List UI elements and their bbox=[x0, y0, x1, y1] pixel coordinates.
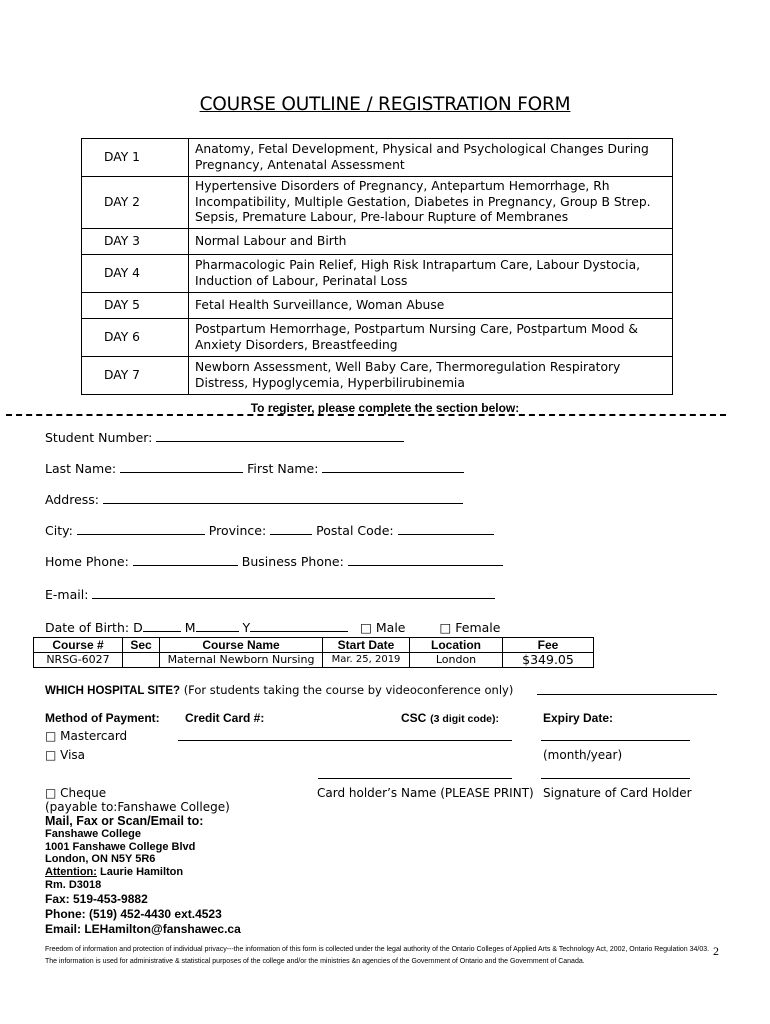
mailing-address bbox=[45, 828, 241, 937]
visa-checkbox[interactable]: □ Visa bbox=[45, 748, 86, 762]
fax-line: Fax: 519-453-9882 bbox=[45, 891, 148, 906]
email-contact-line: Email: LEHamilton@fanshawec.ca bbox=[45, 921, 241, 936]
col-start-date: Start Date bbox=[323, 638, 410, 653]
day-row bbox=[82, 319, 673, 357]
credit-card-number-field[interactable] bbox=[178, 740, 512, 741]
csc-line bbox=[401, 711, 499, 725]
dob-year-field[interactable] bbox=[250, 620, 348, 632]
location: London bbox=[410, 653, 503, 668]
payment-method-label: Method of Payment: bbox=[45, 711, 160, 725]
day-row bbox=[82, 357, 673, 395]
attention-name: Laurie Hamilton bbox=[100, 866, 184, 879]
day-topics: Pharmacologic Pain Relief, High Risk Intrapartum Care, Labour Dystocia, Induction of Labour, Perinatal Loss bbox=[189, 255, 673, 293]
email-line bbox=[45, 587, 495, 602]
attention-label: Attention: bbox=[45, 866, 97, 879]
attention-line bbox=[45, 866, 241, 879]
col-course-number: Course # bbox=[34, 638, 123, 653]
expiry-date-field[interactable] bbox=[541, 740, 690, 741]
address-line-3: London, ON N5Y 5R6 bbox=[45, 853, 156, 866]
day-row bbox=[82, 177, 673, 229]
course-number: NRSG-6027 bbox=[34, 653, 123, 668]
student-number-field[interactable] bbox=[156, 430, 404, 442]
phone-line: Phone: (519) 452-4430 ext.4523 bbox=[45, 906, 222, 921]
day-label: DAY 2 bbox=[82, 177, 189, 229]
course-table-header bbox=[34, 638, 594, 653]
first-name-label: First Name: bbox=[247, 461, 319, 476]
male-checkbox[interactable]: □ Male bbox=[360, 620, 406, 635]
col-course-name: Course Name bbox=[160, 638, 323, 653]
course-outline-table bbox=[81, 138, 673, 395]
day-label: DAY 7 bbox=[82, 357, 189, 395]
hospital-site-label: WHICH HOSPITAL SITE? bbox=[45, 685, 181, 697]
col-fee: Fee bbox=[503, 638, 594, 653]
day-row bbox=[82, 255, 673, 293]
city-line bbox=[45, 523, 494, 538]
dob-line bbox=[45, 620, 500, 635]
card-holder-signature-field[interactable] bbox=[541, 778, 690, 779]
hospital-site-field[interactable] bbox=[537, 694, 717, 695]
business-phone-label: Business Phone: bbox=[241, 554, 344, 569]
hospital-site-line bbox=[45, 683, 513, 697]
province-field[interactable] bbox=[270, 523, 312, 535]
day-label: DAY 1 bbox=[82, 139, 189, 177]
privacy-footer: Freedom of information and protection of individual privacy---the information of this form is collected under the legal authority of the Ontario Colleges of Applied Arts & Technology Act, 2002, Ontario Regulation 34/03. The information is used for administrative & statistical purposes of the college and/or the ministries &n agencies of the Government of Ontario and the Government of Canada. bbox=[45, 946, 710, 965]
section[interactable] bbox=[123, 653, 160, 668]
city-label: City: bbox=[45, 523, 73, 538]
city-field[interactable] bbox=[77, 523, 205, 535]
dob-day-label: D bbox=[133, 620, 143, 635]
col-location: Location bbox=[410, 638, 503, 653]
dob-label: Date of Birth: bbox=[45, 620, 130, 635]
cheque-checkbox[interactable]: □ Cheque bbox=[45, 786, 107, 800]
expiry-date-label: Expiry Date: bbox=[543, 711, 614, 725]
month-year-hint: (month/year) bbox=[543, 748, 623, 762]
address-field[interactable] bbox=[103, 492, 463, 504]
day-label: DAY 6 bbox=[82, 319, 189, 357]
last-name-label: Last Name: bbox=[45, 461, 117, 476]
name-line bbox=[45, 461, 464, 476]
csc-note: (3 digit code): bbox=[430, 713, 500, 725]
col-section: Sec bbox=[123, 638, 160, 653]
address-line-1: Fanshawe College bbox=[45, 828, 141, 840]
dob-year-label: Y bbox=[242, 620, 251, 635]
address-label: Address: bbox=[45, 492, 99, 507]
cut-line-divider bbox=[6, 414, 726, 416]
day-row bbox=[82, 229, 673, 255]
day-label: DAY 4 bbox=[82, 255, 189, 293]
register-note: To register, please complete the section below: bbox=[250, 401, 520, 415]
day-row bbox=[82, 139, 673, 177]
dob-month-field[interactable] bbox=[196, 620, 239, 632]
card-holder-name-field[interactable] bbox=[318, 778, 512, 779]
dob-day-field[interactable] bbox=[143, 620, 181, 632]
day-topics: Newborn Assessment, Well Baby Care, Thermoregulation Respiratory Distress, Hypoglycemia, Hyperbilirubinemia bbox=[189, 357, 673, 395]
day-label: DAY 3 bbox=[82, 229, 189, 255]
first-name-field[interactable] bbox=[322, 461, 464, 473]
course-table bbox=[33, 637, 594, 668]
dob-month-label: M bbox=[184, 620, 196, 635]
start-date: Mar. 25, 2019 bbox=[323, 653, 410, 668]
postal-code-field[interactable] bbox=[398, 523, 494, 535]
email-label: E-mail: bbox=[45, 587, 89, 602]
card-holder-name-label: Card holder’s Name (PLEASE PRINT) bbox=[317, 786, 534, 800]
address-line bbox=[45, 492, 463, 507]
page-number: 2 bbox=[713, 944, 719, 958]
course-row bbox=[34, 653, 594, 668]
fee: $349.05 bbox=[503, 653, 594, 668]
credit-card-label: Credit Card #: bbox=[185, 711, 265, 725]
day-topics: Fetal Health Surveillance, Woman Abuse bbox=[189, 293, 673, 319]
mail-heading: Mail, Fax or Scan/Email to: bbox=[45, 814, 204, 828]
postal-code-label: Postal Code: bbox=[316, 523, 394, 538]
email-field[interactable] bbox=[92, 587, 495, 599]
business-phone-field[interactable] bbox=[348, 554, 503, 566]
day-topics: Anatomy, Fetal Development, Physical and Psychological Changes During Pregnancy, Antenatal Assessment bbox=[189, 139, 673, 177]
csc-label: CSC bbox=[401, 711, 427, 725]
home-phone-label: Home Phone: bbox=[45, 554, 129, 569]
female-checkbox[interactable]: □ Female bbox=[439, 620, 501, 635]
course-name: Maternal Newborn Nursing bbox=[160, 653, 323, 668]
day-topics: Normal Labour and Birth bbox=[189, 229, 673, 255]
last-name-field[interactable] bbox=[120, 461, 243, 473]
address-line-2: 1001 Fanshawe College Blvd bbox=[45, 840, 196, 853]
room-line: Rm. D3018 bbox=[45, 878, 102, 891]
phone-line bbox=[45, 554, 503, 569]
day-row bbox=[82, 293, 673, 319]
signature-label: Signature of Card Holder bbox=[543, 786, 692, 800]
day-label: DAY 5 bbox=[82, 293, 189, 319]
day-topics: Postpartum Hemorrhage, Postpartum Nursing Care, Postpartum Mood & Anxiety Disorders, Breastfeeding bbox=[189, 319, 673, 357]
student-number-label: Student Number: bbox=[45, 430, 153, 445]
home-phone-field[interactable] bbox=[133, 554, 238, 566]
payable-note: (payable to:Fanshawe College) bbox=[45, 800, 230, 814]
hospital-site-note: (For students taking the course by videoconference only) bbox=[183, 683, 514, 697]
student-number-line bbox=[45, 430, 404, 445]
province-label: Province: bbox=[208, 523, 267, 538]
day-topics: Hypertensive Disorders of Pregnancy, Antepartum Hemorrhage, Rh Incompatibility, Multiple Gestation, Diabetes in Pregnancy, Group B Strep. Sepsis, Premature Labour, Pre-labour Rupture of Membranes bbox=[189, 177, 673, 229]
mastercard-checkbox[interactable]: □ Mastercard bbox=[45, 729, 128, 743]
page-title: COURSE OUTLINE / REGISTRATION FORM bbox=[199, 94, 571, 115]
